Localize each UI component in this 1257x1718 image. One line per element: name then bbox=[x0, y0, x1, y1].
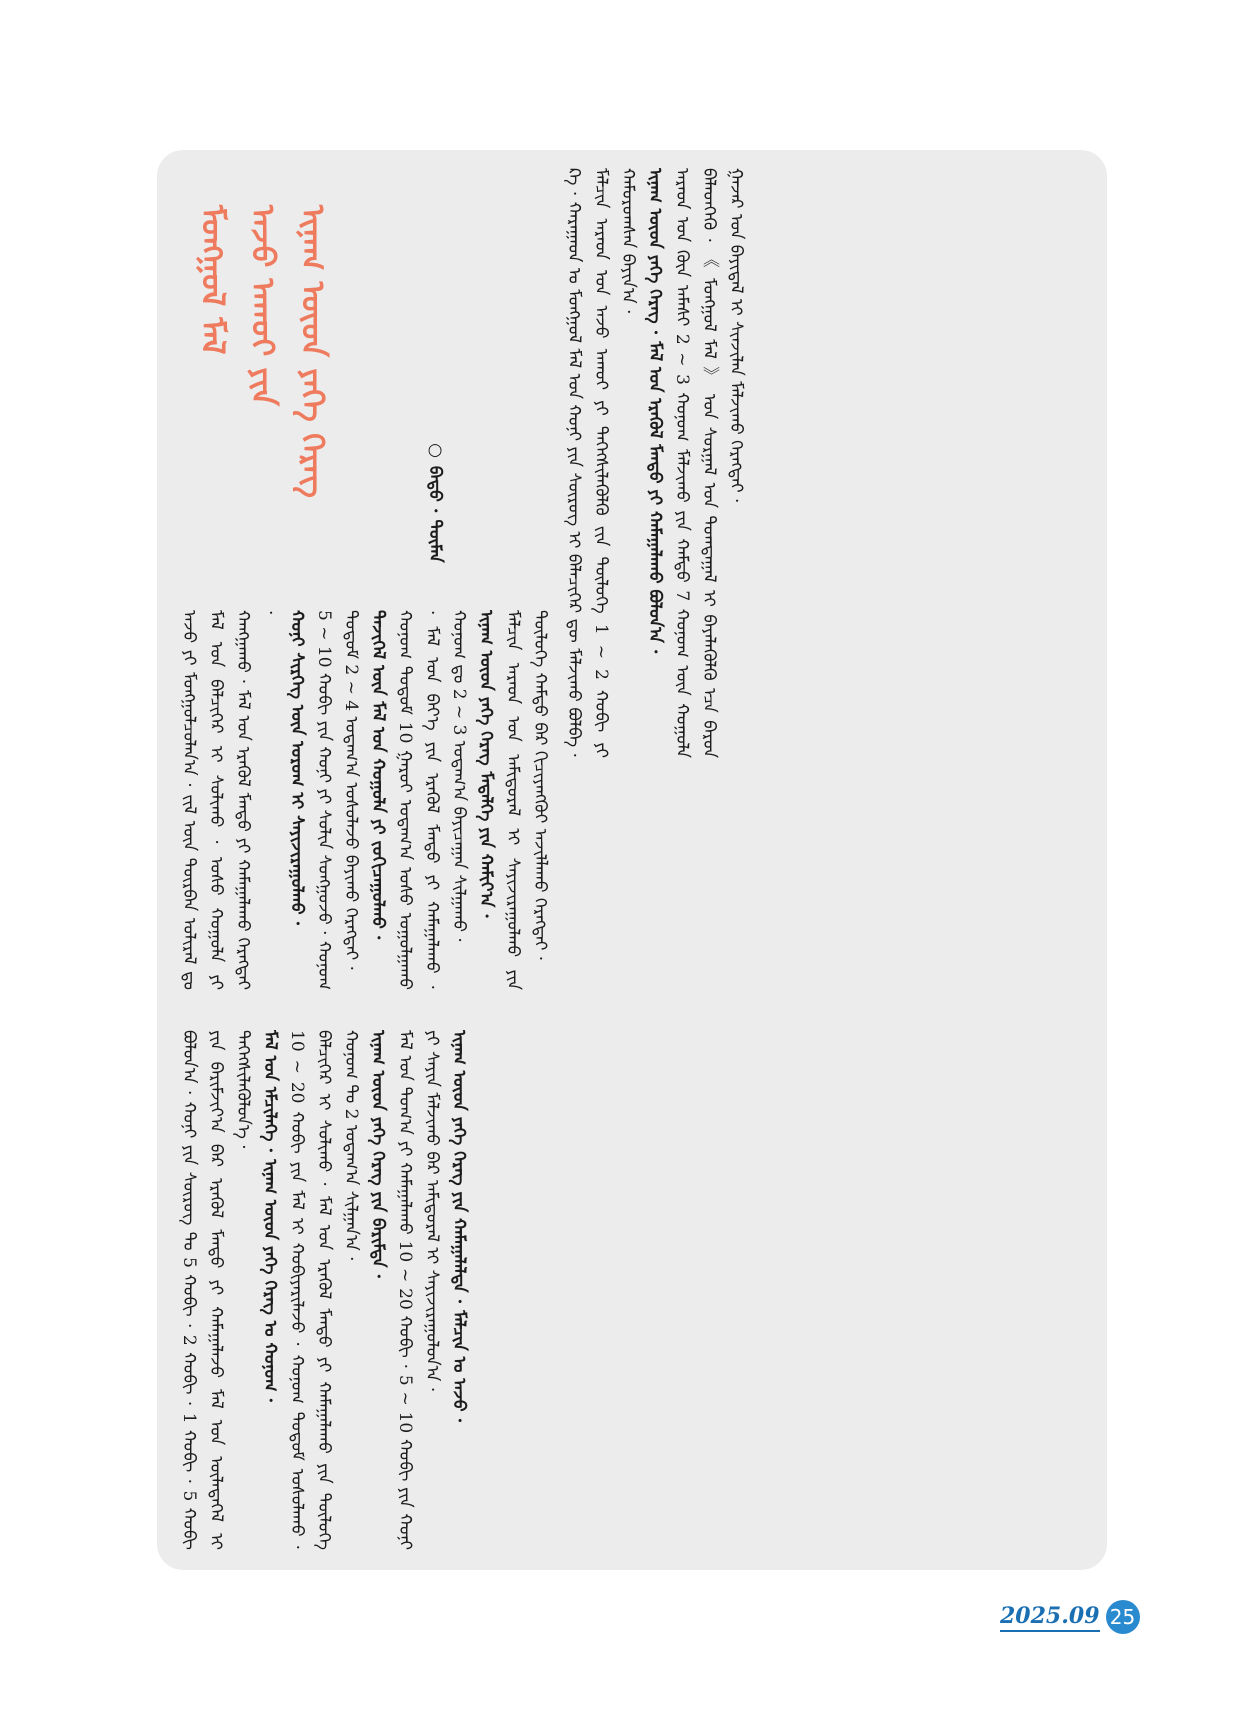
paragraph: ᠠᠷᠠᠳ ᠤᠨ ᠬᠦᠨ ᠠᠮᠠᠰᠢ 2 ~ 3 ᠬᠣᠨᠤᠭ ᠮᠠᠯᠵᠢᠬᠤ ᠶᠢᠨ ᠬᠠᠮᠲᠤ 7 ᠬᠣᠨᠤᠭ ᠦᠨ ᠬᠣᠭᠤᠯᠠ ᠪᠡᠯᠡᠳᠬᠡᠬᠦ · 《 ᠮᠣᠩᠭᠣᠯ ᠮᠠᠯ 》 ᠤᠨ ᠰᠤᠷᠭᠠᠯ ᠤᠨ ᠲᠣᠭᠲᠠᠭᠠᠯ ᠢ ᠪᠡᠶᠡᠯᠡᠭᠦᠯᠬᠦ ᠡᠴᠡ ᠪᠠᠷᠤᠨ ᠭᠠᠵᠠᠷ ᠤᠨ ᠪᠠᠶᠢᠳᠠᠯ ᠢ ᠰᠢᠨᠵᠢᠯᠡᠨ ᠮᠠᠯᠵᠢᠬᠤ ᠬᠡᠷᠡᠭᠲᠡᠢ · bbox=[672, 168, 746, 758]
page-footer bbox=[1000, 1600, 1140, 1634]
title-line: ᠢᠨᠠᠭ ᠦᠳ ᠶᠡᠭᠡ ᠬᠡᠷᠡᠭ bbox=[294, 205, 332, 498]
paragraph-heading: ᠢᠨᠠᠭ ᠦᠳ ᠶᠡᠭᠡ ᠬᠡᠷᠡᠭ ᠶᠢᠨ ᠪᠠᠷᠢᠮᠲᠠ · bbox=[368, 1030, 388, 1280]
paragraph-heading: ᠢᠨᠠᠭ ᠦᠳ ᠶᠡᠭᠡ ᠬᠡᠷᠡᠭ ᠮᠡᠳᠡᠯᠭᠡ ᠶᠢᠨ ᠬᠠᠮᠢᠶ᠎ᠠ · bbox=[476, 610, 496, 920]
paragraph: ᠠᠵᠤ ᠶᠢ ᠮᠣᠩᠭᠣᠯᠴᠤᠯᠠᠨ᠎ᠠ · ᠵᠢᠯ ᠦᠨ ᠳᠥᠷᠪᠡᠨ ᠤᠯᠢᠷᠠᠯ ᠳᠤ ᠮᠠᠯ ᠤᠨ ᠪᠡᠯᠴᠢᠭᠡᠷ ᠢ ᠰᠣᠯᠢᠬᠤ · ᠤᠰᠤ ᠬᠣᠭᠤᠯᠠ ᠶᠢ ᠬᠠᠩᠭᠠᠬᠤ · ᠮᠠᠯ ᠤᠨ ᠡᠷᠡᠭᠦᠯ ᠮᠡᠨᠳᠦ ᠶᠢ ᠬᠠᠮᠠᠭᠠᠯᠠᠬᠤ ᠬᠡᠷᠡᠭᠲᠡᠢ · bbox=[179, 610, 280, 990]
text-column-2 bbox=[175, 610, 820, 990]
paragraph: ᠮᠠᠯ ᠤᠨ ᠲᠣᠭ᠎ᠠ ᠶᠢ ᠬᠠᠮᠠᠭᠠᠯᠠᠬᠤ 10 ~ 20 ᠬᠤᠪᠢ · 5 ~ 10 ᠬᠤᠪᠢ ᠶᠢᠨ ᠬᠣᠨᠢ ᠶᠢ ᠰᠠᠶᠢᠨ ᠮᠠᠯᠵᠢᠬᠤ ᠪᠠᠷ ᠠᠮᠢᠳᠤᠷᠠᠯ ᠢ ᠰᠠᠶᠢᠵᠢᠷᠠᠭᠤᠯᠤᠨ᠎ᠠ · bbox=[395, 1030, 442, 1550]
paragraph: ᠬᠣᠨᠤᠭ ᠲᠤᠲᠤᠮ 10 ᠭᠠᠷᠤᠢ ᠤᠳᠠᠭ᠎ᠠ ᠤᠰᠤ ᠤᠭᠤᠯᠭᠠᠬᠤ · ᠮᠠᠯ ᠤᠨ ᠪᠡᠶ᠎ᠡ ᠶᠢᠨ ᠡᠷᠡᠭᠦᠯ ᠮᠡᠨᠳᠦ ᠶᠢ ᠬᠠᠮᠠᠭᠠᠯᠠᠬᠤ · ᠬᠣᠨᠤᠭ ᠳᠤ 2 ~ 3 ᠤᠳᠠᠭ᠎ᠠ ᠪᠠᠶᠢᠴᠠᠭᠠᠨ ᠰᠢᠯᠭᠠᠬᠤ · bbox=[395, 610, 469, 990]
paragraph-heading: ᠢᠨᠠᠭ ᠦᠳ ᠶᠡᠭᠡ ᠬᠡᠷᠡᠭ ᠶᠢᠨ ᠬᠠᠮᠠᠭᠠᠯᠠᠯᠲᠠ · ᠮᠠᠯᠴᠢᠨ ᠤ ᠠᠵᠤ · bbox=[449, 1030, 469, 1424]
paragraph: ᠺᠡ · ᠬᠠᠷᠠᠭᠠᠳ ᠤ ᠮᠣᠩᠭᠣᠯ ᠮᠠᠯ ᠤᠨ ᠬᠣᠨᠢ ᠶᠢᠨ ᠰᠦᠷᠦᠭ ᠢ ᠪᠡᠯᠡᠴᠢᠭᠡᠷ ᠳᠦ ᠮᠠᠯᠵᠢᠬᠤ ᠪᠣᠯᠪᠠ · ᠮᠠᠯᠴᠢᠨ ᠠᠷᠠᠳ ᠤᠨ ᠠᠵᠤ ᠠᠬᠤᠢ ᠶᠢ ᠳᠡᠭᠡᠭᠰᠢᠯᠡᠭᠦᠯᠬᠦ ᠵᠢᠨ ᠲᠥᠯᠦᠭᠡ 1 ~ 2 ᠬᠤᠪᠢ ᠶᠢ ᠬᠠᠮᠤᠷᠤᠭᠰᠠᠨ ᠪᠠᠶᠢᠨ᠎ᠠ · bbox=[564, 168, 638, 758]
page-number: 25 bbox=[1106, 1600, 1140, 1634]
title-line: ᠮᠣᠩᠭᠣᠯ ᠮᠠᠯ bbox=[194, 205, 232, 355]
paragraph-heading: ᠢᠨᠠᠭ ᠦᠳ ᠶᠡᠭᠡ ᠬᠡᠷᠡᠭ · ᠮᠠᠯ ᠤᠨ ᠡᠷᠡᠭᠦᠯ ᠮᠡᠨᠳᠦ ᠶᠢ ᠬᠠᠮᠠᠭᠠᠯᠠᠬᠤ ᠪᠣᠯᠤᠨ᠎ᠠ · bbox=[645, 168, 665, 655]
author-byline: ○ ᠪᠠᠲᠤ · ᠲᠦᠮᠡᠨ bbox=[425, 440, 445, 563]
paragraph: 5 ~ 10 ᠬᠤᠪᠢ ᠶᠢᠨ ᠬᠣᠨᠢ ᠶᠢ ᠰᠤᠯᠢᠨ ᠰᠣᠩᠭᠤᠵᠤ · ᠬᠣᠨᠤᠭ ᠲᠤᠲᠤᠮ 2 ~ 4 ᠤᠳᠠᠭ᠎ᠠ ᠤᠰᠤᠯᠠᠵᠤ ᠪᠠᠶᠢᠬᠤ ᠬᠡᠷᠡᠭᠲᠡᠢ · bbox=[314, 610, 361, 990]
title-line: ᠠᠵᠤ ᠠᠬᠤᠢ ᠶᠢᠨ bbox=[244, 205, 282, 407]
paragraph: ᠪᠣᠯᠤᠨ᠎ᠠ · ᠬᠣᠨᠢ ᠶᠢᠨ ᠰᠦᠷᠦᠭ ᠲᠤ 5 ᠬᠤᠪᠢ · 2 ᠬᠤᠪᠢ · 1 ᠬᠤᠪᠢ · 5 ᠬᠤᠪᠢ ᠶᠢᠨ ᠪᠠᠷᠢᠮᠵᠢᠶ᠎ᠠ ᠪᠠᠷ ᠡᠷᠡᠭᠦᠯ ᠮᠡᠨᠳᠦ ᠶᠢ ᠬᠠᠮᠠᠭᠠᠯᠠᠵᠤ ᠮᠠᠯ ᠤᠨ ᠦᠯᠡᠳᠡᠭᠡᠯ ᠢ ᠳᠡᠭᠡᠭᠰᠢᠯᠡᠭᠦᠯᠦᠨ᠎ᠡ · bbox=[179, 1030, 253, 1550]
paragraph-heading: ᠬᠣᠨᠢ ᠰᠢᠷᠬᠡᠭ ᠦᠨ ᠤᠷᠤᠭ ᠢ ᠰᠠᠶᠢᠵᠢᠷᠠᠭᠤᠯᠬᠤ · bbox=[287, 610, 307, 927]
article-title bbox=[188, 205, 338, 585]
issue-date: 2025.09 bbox=[1000, 1603, 1100, 1632]
paragraph: 10 ~ 20 ᠬᠤᠪᠢ ᠶᠢᠨ ᠮᠠᠯ ᠢ ᠬᠤᠪᠢᠶᠠᠷᠢᠯᠠᠵᠤ · ᠬᠣᠨᠤᠭ ᠲᠤᠲᠤᠮ ᠤᠰᠤᠯᠠᠬᠤ · ᠪᠡᠯᠴᠢᠭᠡᠷ ᠢ ᠰᠣᠯᠢᠬᠤ · ᠮᠠᠯ ᠤᠨ ᠡᠷᠡᠭᠦᠯ ᠮᠡᠨᠳᠦ ᠶᠢ ᠬᠠᠮᠠᠭᠠᠯᠠᠬᠤ ᠶᠢᠨ ᠲᠥᠯᠦᠭᠡ ᠬᠣᠨᠤᠭ ᠲᠤ 2 ᠤᠳᠠᠭ᠎ᠠ ᠰᠢᠯᠭᠠᠨ᠎ᠠ · bbox=[287, 1030, 361, 1550]
paragraph: ᠮᠠᠯᠴᠢᠨ ᠠᠷᠠᠳ ᠤᠨ ᠠᠮᠢᠳᠤᠷᠠᠯ ᠢ ᠰᠠᠶᠢᠵᠢᠷᠠᠭᠤᠯᠬᠤ ᠶᠢᠨ ᠲᠥᠯᠦᠭᠡ ᠬᠠᠮᠲᠤ ᠪᠡᠷ ᠬᠢᠴᠢᠶᠡᠩᠭᠦᠢ ᠠᠵᠢᠯᠯᠠᠬᠤ ᠬᠡᠷᠡᠭᠲᠡᠢ · bbox=[503, 610, 550, 990]
paragraph-heading: ᠲᠡᠵᠢᠭᠡᠯ ᠦᠨ ᠮᠠᠯ ᠤᠨ ᠬᠣᠭᠤᠯᠠ ᠶᠢ ᠵᠣᠬᠢᠴᠠᠭᠤᠯᠬᠤ · bbox=[368, 610, 388, 941]
text-column-3 bbox=[175, 1030, 820, 1550]
paragraph-heading: ᠮᠠᠯ ᠤᠨ ᠡᠮᠴᠢᠯᠡᠭᠡ · ᠢᠨᠠᠭ ᠦᠳ ᠶᠡᠭᠡ ᠬᠡᠷᠡᠭ ᠤ ᠬᠣᠨᠤᠭ · bbox=[260, 1030, 280, 1404]
